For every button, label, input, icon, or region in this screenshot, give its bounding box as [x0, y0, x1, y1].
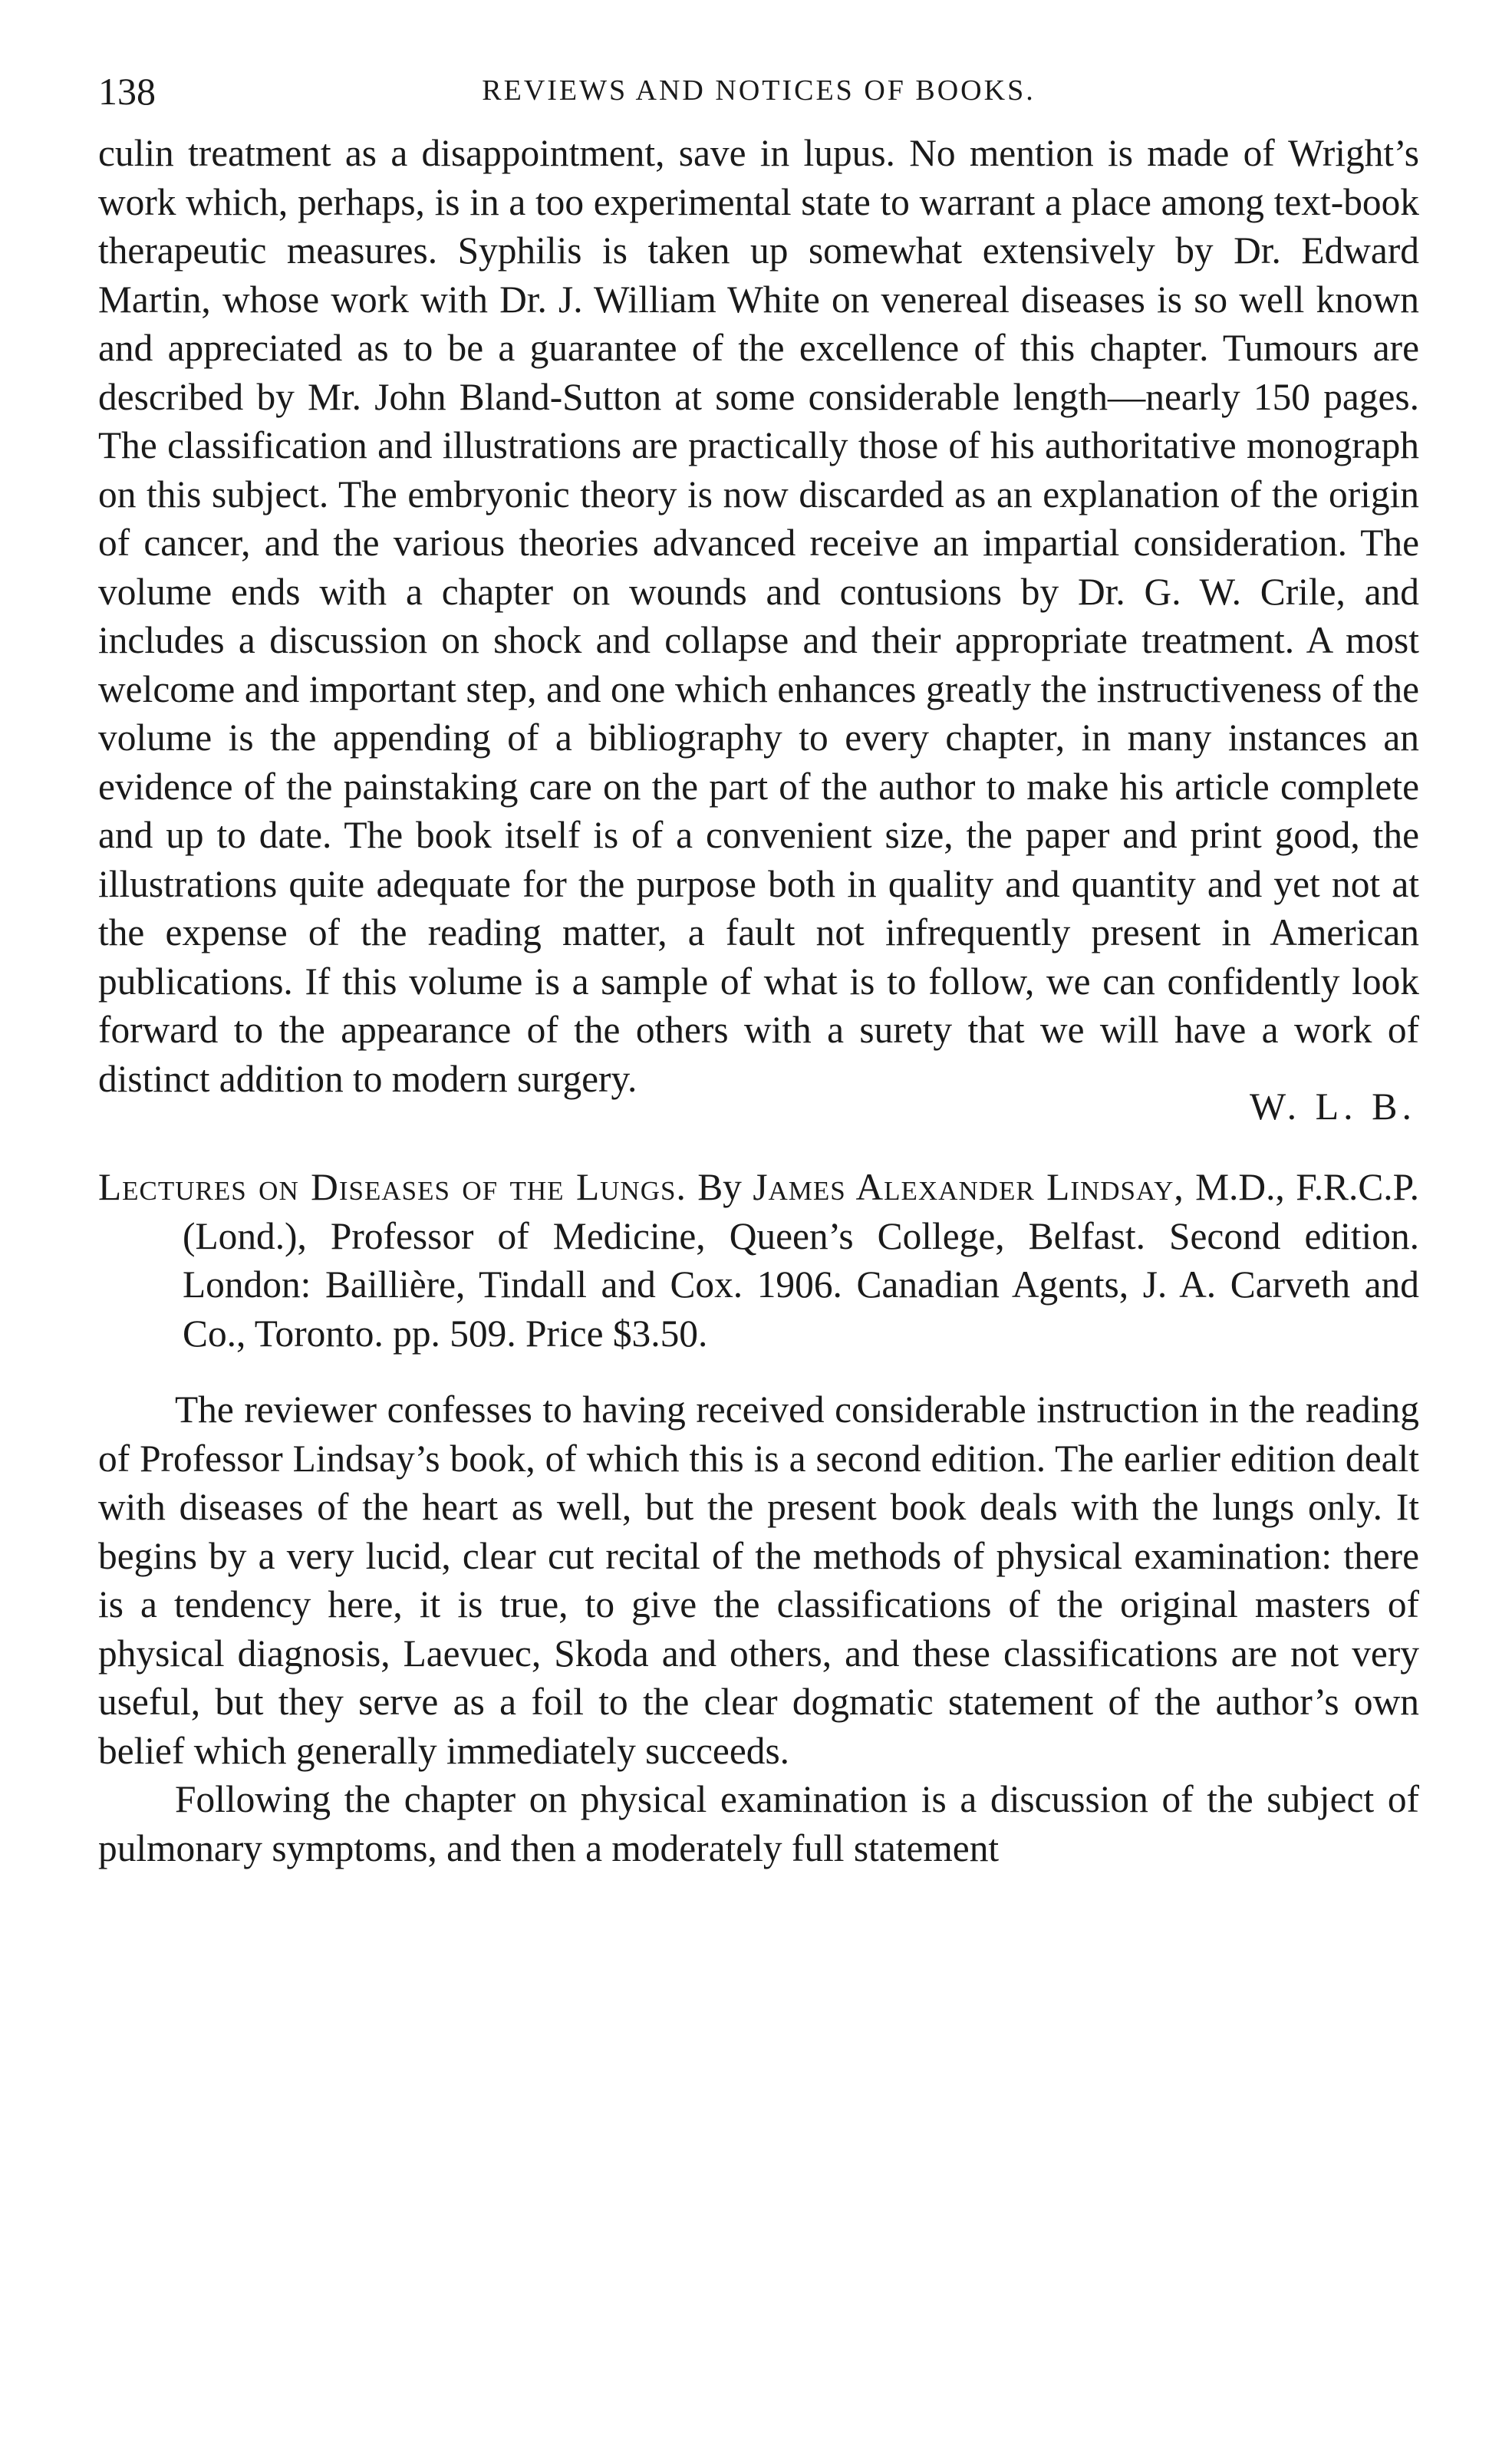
book-by: By: [697, 1166, 742, 1208]
running-head: REVIEWS AND NOTICES OF BOOKS.: [482, 74, 1036, 107]
review-paragraph: The reviewer confesses to having received considerable instruction in the reading of Professor Lindsay’s book, of which this is a second edition. The earlier edition dealt with diseases of the heart as well, but the present book deals with the lungs only. It begins by a very lucid, clear cut recital of the methods of physical examination: there is a tendency here, it is true, to give the classifications of the original masters of physical diagnosis, Laevuec, Skoda and others, and these classifications are not very useful, but they serve as a foil to the clear dogmatic statement of the author’s own belief which generally immediately succeeds.: [98, 1388, 1419, 1772]
page-header: [98, 69, 1419, 118]
book-citation: [98, 1163, 1419, 1358]
book-details: M.D., F.R.C.P. (Lond.), Professor of Medicine, Queen’s College, Belfast. Second edition. London: Baillière, Tindall and Cox. 1906. Canadian Agents, J. A. Carveth and Co., Toronto. pp. 509. Price $3.50.: [183, 1166, 1419, 1355]
reviewer-signature: W. L. B.: [1250, 1085, 1416, 1128]
book-page: [98, 69, 1419, 1872]
review-continued: [98, 129, 1419, 1128]
review-body: [98, 1385, 1419, 1872]
book-title: Lectures on Diseases of the Lungs.: [98, 1166, 687, 1208]
review-paragraph: Following the chapter on physical examination is a discussion of the subject of pulmonary symptoms, and then a moderately full statement: [98, 1778, 1419, 1869]
review-paragraph: culin treatment as a disappointment, save in lupus. No mention is made of Wright’s work which, perhaps, is in a too experimental state to warrant a place among text-book therapeutic measures. Syphilis is taken up somewhat extensively by Dr. Edward Martin, whose work with Dr. J. William White on venereal diseases is so well known and appreciated as to be a guarantee of the excellence of this chapter. Tumours are described by Mr. John Bland-Sutton at some considerable length—nearly 150 pages. The classification and illustrations are practically those of his authoritative monograph on this subject. The embryonic theory is now discarded as an explanation of the origin of cancer, and the various theories advanced receive an impartial consideration. The volume ends with a chapter on wounds and contusions by Dr. G. W. Crile, and includes a discussion on shock and collapse and their appropriate treatment. A most welcome and important step, and one which enhances greatly the instructiveness of the volume is the appending of a bibliography to every chapter, in many instances an evidence of the painstaking care on the part of the author to make his article complete and up to date. The book itself is of a convenient size, the paper and print good, the illustrations quite adequate for the purpose both in quality and quantity and yet not at the expense of the reading matter, a fault not infrequently present in American publications. If this volume is a sample of what is to follow, we can confidently look forward to the appearance of the others with a surety that we will have a work of distinct addition to modern surgery.: [98, 132, 1419, 1100]
book-author: James Alexander Lindsay,: [753, 1166, 1184, 1208]
page-number: 138: [98, 70, 156, 113]
